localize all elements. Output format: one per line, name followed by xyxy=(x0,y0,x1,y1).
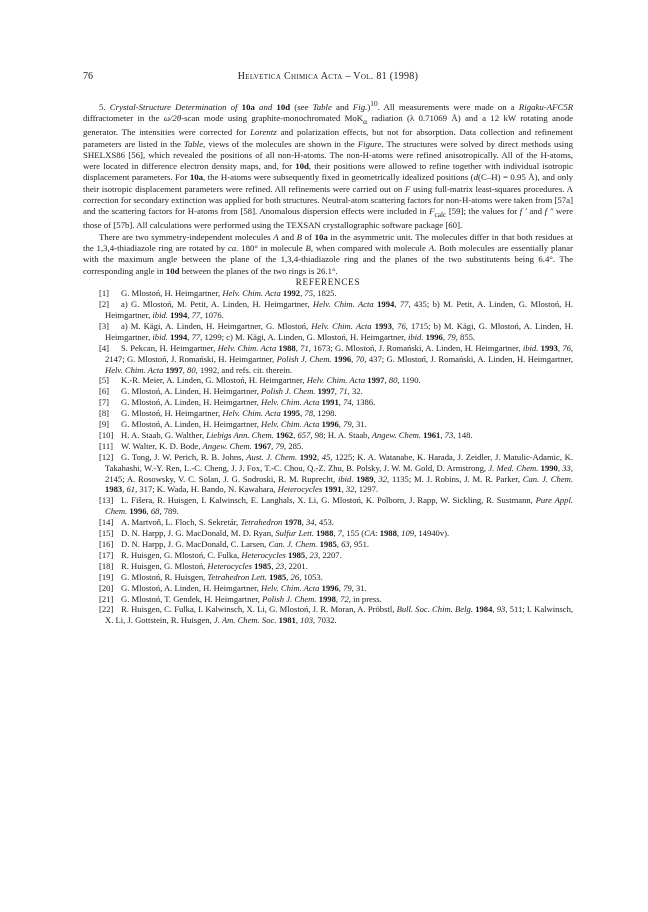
reference-number: [2] xyxy=(99,299,110,310)
running-title: Helvetica Chimica Acta – Vol. 81 (1998) xyxy=(237,71,419,82)
reference-item: [7] G. Mlostoń, A. Linden, H. Heimgartner, Helv. Chim. Acta 1991, 74, 1386. xyxy=(83,397,573,408)
reference-number: [21] xyxy=(99,593,114,604)
paragraph-molecules: There are two symmetry-independent molecules A and B of 10a in the asymmetric unit. The molecules differ in that both residues at the 1,3,4-thiadiazole ring are rotated by ca. 180° in molecule B, when compared with molecule A. Both molecules are essentially planar with the maximum angle between the plane of the 1,3,4-thiadiazole ring and the planes of the two substitutents being 6.4°. The corresponding angle in 10d between the planes of the two rings is 26.1°. xyxy=(83,231,574,276)
reference-number: [10] xyxy=(99,429,114,440)
reference-number: [1] xyxy=(99,288,110,299)
reference-item: [11] W. Walter, K. D. Bode, Angew. Chem. 1967, 79, 285. xyxy=(83,441,573,452)
reference-item: [9] G. Mlostoń, A. Linden, H. Heimgartner, Helv. Chim. Acta 1996, 79, 31. xyxy=(83,419,573,430)
reference-item: [16] D. N. Harpp, J. G. MacDonald, C. Larsen, Can. J. Chem. 1985, 63, 951. xyxy=(83,539,573,550)
reference-item: [10] H. A. Staab, G. Walther, Liebigs Ann. Chem. 1962, 657, 98; H. A. Staab, Angew. Chem. 1961, 73, 148. xyxy=(83,430,573,441)
section-title: Crystal-Structure Determination of xyxy=(109,101,238,112)
reference-number: [7] xyxy=(99,397,110,408)
reference-number: [22] xyxy=(99,604,114,615)
reference-number: [19] xyxy=(99,571,114,582)
reference-number: [11] xyxy=(99,440,113,451)
reference-item: [21] G. Mlostoń, T. Gendek, H. Heimgartner, Polish J. Chem. 1998, 72, in press. xyxy=(83,594,573,605)
reference-number: [8] xyxy=(99,408,110,419)
reference-number: [9] xyxy=(99,419,110,430)
reference-number: [5] xyxy=(99,375,110,386)
reference-number: [4] xyxy=(99,342,110,353)
reference-item: [13] L. Fišera, R. Huisgen, I. Kalwinsch, E. Langhals, X. Li, G. Mlostoń, K. Polborn, J. Rapp, W. Sickling, R. Sustmann, Pure Appl. Chem. 1996, 68, 789. xyxy=(83,495,573,517)
reference-item: [15] D. N. Harpp, J. G. MacDonald, M. D. Ryan, Sulfur Lett. 1988, 7, 155 (CA: 1988, 109, 14940v). xyxy=(83,528,573,539)
reference-item: [22] R. Huisgen, C. Fulka, I. Kalwinsch, X. Li, G. Mlostoń, J. R. Moran, A. Pröbstl, Bull. Soc. Chim. Belg. 1984, 93, 511; I. Kalwinsch, X. Li, J. Gottstein, R. Huisgen, J. Am. Chem. Soc. 1981, 103, 7032. xyxy=(83,604,573,626)
reference-number: [17] xyxy=(99,549,114,560)
reference-item: [17] R. Huisgen, G. Mlostoń, C. Fulka, Heterocycles 1985, 23, 2207. xyxy=(83,550,573,561)
reference-number: [20] xyxy=(99,582,114,593)
references-list xyxy=(83,288,573,626)
reference-number: [18] xyxy=(99,560,114,571)
reference-number: [13] xyxy=(99,495,114,506)
reference-number: [16] xyxy=(99,539,114,550)
reference-item: [5] K.-R. Meier, A. Linden, G. Mlostoń, H. Heimgartner, Helv. Chim. Acta 1997, 80, 1190. xyxy=(83,375,573,386)
reference-item: [8] G. Mlostoń, H. Heimgartner, Helv. Chim. Acta 1995, 78, 1298. xyxy=(83,408,573,419)
reference-item: [2] a) G. Mlostoń, M. Petit, A. Linden, H. Heimgartner, Helv. Chim. Acta 1994, 77, 435; b) M. Petit, A. Linden, G. Mlostoń, H. Heimgartner, ibid. 1994, 77, 1076. xyxy=(83,299,573,321)
article-body xyxy=(83,98,573,626)
reference-item: [3] a) M. Kägi, A. Linden, H. Heimgartner, G. Mlostoń, Helv. Chim. Acta 1993, 76, 1715; b) M. Kägi, G. Mlostoń, A. Linden, H. Heimgartner, ibid. 1994, 77, 1299; c) M. Kägi, A. Linden, G. Mlostoń, H. Heimgartner, ibid. 1996, 79, 855. xyxy=(83,321,573,343)
reference-number: [3] xyxy=(99,320,110,331)
reference-number: [12] xyxy=(99,451,114,462)
reference-number: [15] xyxy=(99,528,114,539)
page-number: 76 xyxy=(83,71,93,82)
reference-number: [14] xyxy=(99,517,114,528)
reference-item: [1] G. Mlostoń, H. Heimgartner, Helv. Chim. Acta 1992, 75, 1825. xyxy=(83,288,573,299)
reference-item: [19] G. Mlostoń, R. Huisgen, Tetrahedron Lett. 1985, 26, 1053. xyxy=(83,572,573,583)
footnote-marker: 10 xyxy=(370,99,378,108)
reference-item: [4] S. Pekcan, H. Heimgartner, Helv. Chim. Acta 1988, 71, 1673; G. Mlostoń, J. Romański, A. Linden, H. Heimgartner, ibid. 1993, 76, 2147; G. Mlostoń, J. Romański, H. Heimgartner, Polish J. Chem. 1996, 70, 437; G. Mlostoń, J. Romański, A. Linden, H. Heimgartner, Helv. Chim. Acta 1997, 80, 1992, and refs. cit. therein. xyxy=(83,343,573,376)
reference-item: [20] G. Mlostoń, A. Linden, H. Heimgartner, Helv. Chim. Acta 1996, 79, 31. xyxy=(83,583,573,594)
reference-number: [6] xyxy=(99,386,110,397)
running-header xyxy=(83,70,573,84)
reference-item: [14] A. Martvoň, L. Floch, S. Sekretár, Tetrahedron 1978, 34, 453. xyxy=(83,517,573,528)
paragraph-crystal-structure: 5. Crystal-Structure Determination of 10a and 10d (see Table and Fig.)$^{10}$. All measurements were made on a Rigaku-AFC5R diffractometer in the ω/2θ-scan mode using graphite-monochromated MoK$_\alpha$ radiation (λ 0.71069 Å) and a 12 kW rotating anode generator. The intensities were corrected for Lorentz and polarization effects, but not for absorption. Data collection and refinement parameters are listed in the Table, views of the molecules are shown in the Figure. The structures were solved by direct methods using SHELXS86 [56], which revealed the positions of all non-H-atoms. The non-H-atoms were refined anisotropically. All of the H-atoms, were located in difference electron density maps, and, for 10d, their positions were allowed to refine together with individual isotropic displacement parameters. For 10a, the H-atoms were subsequently fixed in geometrically idealized positions (d(C–H) = 0.95 Å), and only their isotropic displacement parameters were refined. All refinements were carried out on F using full-matrix least-squares procedures. A correction for secondary extinction was applied for both structures. Neutral-atom scattering factors for non-H-atoms were taken from [57a] and the scattering factors for H-atoms from [58]. Anomalous dispersion effects were included in $F_{calc}$ [59]; the values for f ′ and f ″ were those of [57b]. All calculations were performed using the TEXSAN crystallographic software package [60]. xyxy=(83,99,574,231)
reference-item: [12] G. Tong, J. W. Perich, R. B. Johns, Aust. J. Chem. 1992, 45, 1225; K. A. Watanabe, K. Harada, J. Zeidler, J. Matulic-Adamic, K. Takahashi, W.-Y. Ren, L.-C. Cheng, J. J. Fox, T.-C. Chou, Q.-Z. Zhu, B. Polsky, J. W. M. Gold, D. Armstrong, J. Med. Chem. 1990, 33, 2145; A. Rosowsky, V. C. Solan, J. G. Sodroski, R. M. Ruprecht, ibid. 1989, 32, 1135; M. J. Robins, J. M. R. Parker, Can. J. Chem. 1983, 61, 317; K. Wada, H. Bando, N. Kawahara, Heterocycles 1991, 32, 1297. xyxy=(83,452,573,496)
reference-item: [18] R. Huisgen, G. Mlostoń, Heterocycles 1985, 23, 2201. xyxy=(83,561,573,572)
reference-item: [6] G. Mlostoń, A. Linden, H. Heimgartner, Polish J. Chem. 1997, 71, 32. xyxy=(83,386,573,397)
references-heading: REFERENCES xyxy=(295,276,361,287)
